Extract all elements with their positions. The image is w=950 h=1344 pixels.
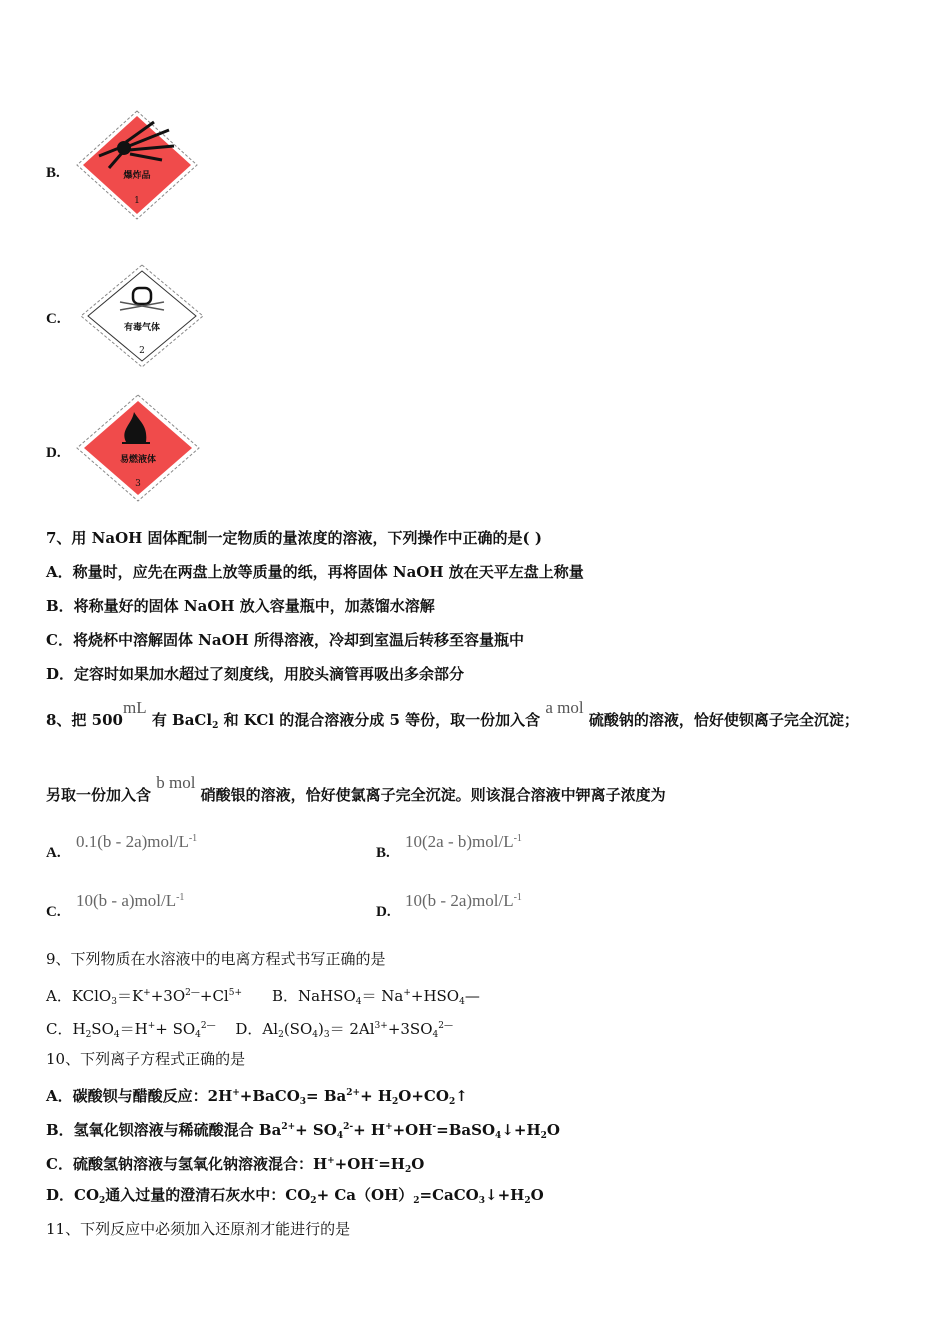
q6-option-b-label: B. [46, 165, 60, 181]
text-segment: ＝K [116, 987, 144, 1005]
q8-option-a-formula: $0.1(b - 2a)mol/L^{-1}$ [76, 832, 198, 851]
flammable-liquid-hazard-sign-icon [74, 392, 202, 504]
text-segment: + [143, 988, 151, 998]
text-line [46, 1151, 424, 1180]
text-segment: + [327, 1156, 335, 1166]
text-segment: + [385, 1122, 393, 1132]
text-line [46, 983, 480, 1012]
text-segment: +OH [334, 1155, 375, 1173]
text-segment: 4 [312, 1030, 318, 1040]
text-segment: A．碳酸钡与醋酸反应：2H [46, 1087, 233, 1105]
text-segment: + H [360, 1087, 393, 1105]
text-segment: 2— [185, 988, 200, 998]
text-line [46, 949, 386, 969]
text-segment: 3 [478, 1196, 486, 1206]
text-line [46, 630, 524, 650]
text-line [46, 664, 464, 684]
text-line [46, 1083, 468, 1112]
q8-option-d-formula: $10(b - 2a)mol/L^{-1}$ [405, 891, 522, 910]
text-segment: +Cl [199, 987, 229, 1005]
text-segment: 和 KCl 的混合溶液分成 5 等份，取一份加入含 [218, 711, 546, 729]
text-segment: +3O [150, 987, 186, 1005]
text-segment: + [403, 988, 411, 998]
q8-option-c-label: C. [46, 904, 61, 920]
text-segment: 2 [524, 1196, 531, 1206]
text-segment: 3 [323, 1030, 330, 1040]
text-segment: ＝H [119, 1020, 148, 1038]
text-segment: O+CO [398, 1087, 449, 1105]
text-segment: 9、下列物质在水溶液中的电离方程式书写正确的是 [46, 950, 386, 968]
text-segment: +HSO [410, 987, 460, 1005]
text-segment: 5+ [228, 988, 242, 998]
text-segment: +BaCO [239, 1087, 300, 1105]
text-line [46, 1185, 544, 1211]
text-segment: 4 [113, 1030, 120, 1040]
text-segment: C．H [46, 1020, 86, 1038]
text-segment: O [546, 1121, 560, 1139]
text-segment: + SO [155, 1020, 196, 1038]
text-segment: = Ba [306, 1087, 347, 1105]
q6-option-d-label: D. [46, 445, 61, 461]
text-segment: 2+ [346, 1088, 361, 1098]
text-segment: 2 [413, 1196, 420, 1206]
text-segment: 4 [459, 997, 465, 1007]
text-segment: 2 [448, 1097, 456, 1107]
text-line [46, 773, 666, 805]
text-segment: 2 [392, 1097, 399, 1107]
text-segment: ↑ [455, 1087, 468, 1105]
text-segment: O [411, 1155, 425, 1173]
q8-option-c-formula: $10(b - a)mol/L^{-1}$ [76, 891, 185, 910]
text-segment: 3+ [374, 1021, 388, 1031]
text-segment: 2— [200, 1021, 216, 1031]
text-segment: + [232, 1088, 240, 1098]
text-segment: 2 [540, 1131, 547, 1141]
text-segment: + [147, 1021, 156, 1031]
q8-option-b-label: B. [376, 845, 390, 861]
text-segment: - [432, 1122, 437, 1132]
text-segment: mL [122, 698, 147, 717]
explosive-hazard-sign-icon [74, 108, 200, 222]
text-segment: 2 [404, 1165, 412, 1175]
text-segment: 2 [310, 1196, 317, 1206]
text-line [46, 1117, 560, 1146]
text-segment: 4 [432, 1030, 439, 1040]
text-segment: 10、下列离子方程式正确的是 [46, 1050, 246, 1068]
text-line [46, 1016, 453, 1045]
text-segment: D．定容时如果加水超过了刻度线，用胶头滴管再吸出多余部分 [46, 665, 465, 683]
text-segment: ↓+H [501, 1121, 541, 1139]
text-segment: (SO [283, 1020, 313, 1038]
text-segment: ) [317, 1020, 324, 1038]
text-segment: ＝ 2Al [329, 1020, 375, 1038]
text-segment: 硝酸银的溶液，恰好使氯离子完全沉淀。则该混合溶液中钾离子浓度为 [195, 786, 666, 804]
svg-text:2: 2 [139, 346, 145, 356]
text-segment: - [374, 1156, 379, 1166]
text-segment: — [464, 987, 480, 1005]
text-segment: 有 BaCl [146, 711, 213, 729]
text-segment: O [530, 1186, 544, 1204]
svg-text:爆炸品: 爆炸品 [123, 171, 151, 181]
svg-text:易燃液体: 易燃液体 [119, 455, 157, 465]
text-segment: a mol [545, 698, 584, 717]
text-segment: ＝ Na [361, 987, 404, 1005]
text-segment: ↓+H [485, 1186, 525, 1204]
text-segment: + H [353, 1121, 386, 1139]
q8-option-d-label: D. [376, 904, 391, 920]
text-segment: 2 [278, 1030, 284, 1040]
text-segment: 另取一份加入含 [46, 786, 157, 804]
text-segment: +OH [392, 1121, 433, 1139]
text-segment: 8、把 500 [46, 711, 123, 729]
q8-option-b-formula: $10(2a - b)mol/L^{-1}$ [405, 832, 522, 851]
text-segment: 11、下列反应中必须加入还原剂才能进行的是 [46, 1220, 351, 1238]
text-segment: 7、用 NaOH 固体配制一定物质的量浓度的溶液，下列操作中正确的是( ) [46, 529, 542, 547]
text-segment: +3SO [387, 1020, 433, 1038]
text-segment: 4 [495, 1131, 502, 1141]
text-segment: =H [378, 1155, 405, 1173]
text-line [46, 698, 859, 736]
text-segment: 4 [336, 1131, 344, 1141]
text-line [46, 1219, 350, 1239]
text-segment: 3 [299, 1097, 307, 1107]
toxic-gas-hazard-sign-icon [78, 262, 206, 370]
text-segment: A．称量时，应先在两盘上放等质量的纸，再将固体 NaOH 放在天平左盘上称量 [46, 563, 584, 581]
text-segment: 2+ [281, 1122, 296, 1132]
q8-option-a-label: A. [46, 845, 61, 861]
text-line [46, 562, 584, 582]
text-segment: SO [91, 1020, 114, 1038]
text-segment: C．将烧杯中溶解固体 NaOH 所得溶液，冷却到室温后转移至容量瓶中 [46, 631, 525, 649]
svg-text:有毒气体: 有毒气体 [123, 323, 161, 333]
text-segment: + Ca（OH） [316, 1186, 414, 1204]
text-segment: 2 [99, 1196, 106, 1206]
text-line [46, 528, 542, 548]
svg-text:1: 1 [134, 196, 140, 206]
text-segment: D．Al [215, 1020, 279, 1038]
text-segment: 2— [438, 1021, 453, 1031]
text-line [46, 1049, 245, 1069]
text-segment: D．CO [46, 1186, 100, 1204]
text-segment: =BaSO [436, 1121, 496, 1139]
text-segment: 通入过量的澄清石灰水中：CO [105, 1186, 311, 1204]
text-segment: =CaCO [419, 1186, 479, 1204]
text-segment: 2 [85, 1030, 92, 1040]
text-segment: 2- [343, 1122, 354, 1132]
text-segment: B．将称量好的固体 NaOH 放入容量瓶中，加蒸馏水溶解 [46, 597, 435, 615]
svg-text:3: 3 [135, 479, 141, 489]
text-segment: B．氢氧化钡溶液与稀硫酸混合 Ba [46, 1121, 282, 1139]
text-segment: + SO [295, 1121, 337, 1139]
text-segment: 3 [111, 997, 117, 1007]
text-segment: b mol [156, 773, 196, 792]
text-segment: 4 [355, 997, 362, 1007]
text-segment: 硫酸钠的溶液，恰好使钡离子完全沉淀； [583, 711, 859, 729]
text-segment: 4 [195, 1030, 201, 1040]
text-segment: B．NaHSO [242, 987, 356, 1005]
text-segment: 2 [212, 721, 219, 731]
q6-option-c-label: C. [46, 311, 61, 327]
text-segment: C．硫酸氢钠溶液与氢氧化钠溶液混合：H [46, 1155, 328, 1173]
text-line [46, 596, 435, 616]
text-segment: A．KClO [46, 987, 112, 1005]
